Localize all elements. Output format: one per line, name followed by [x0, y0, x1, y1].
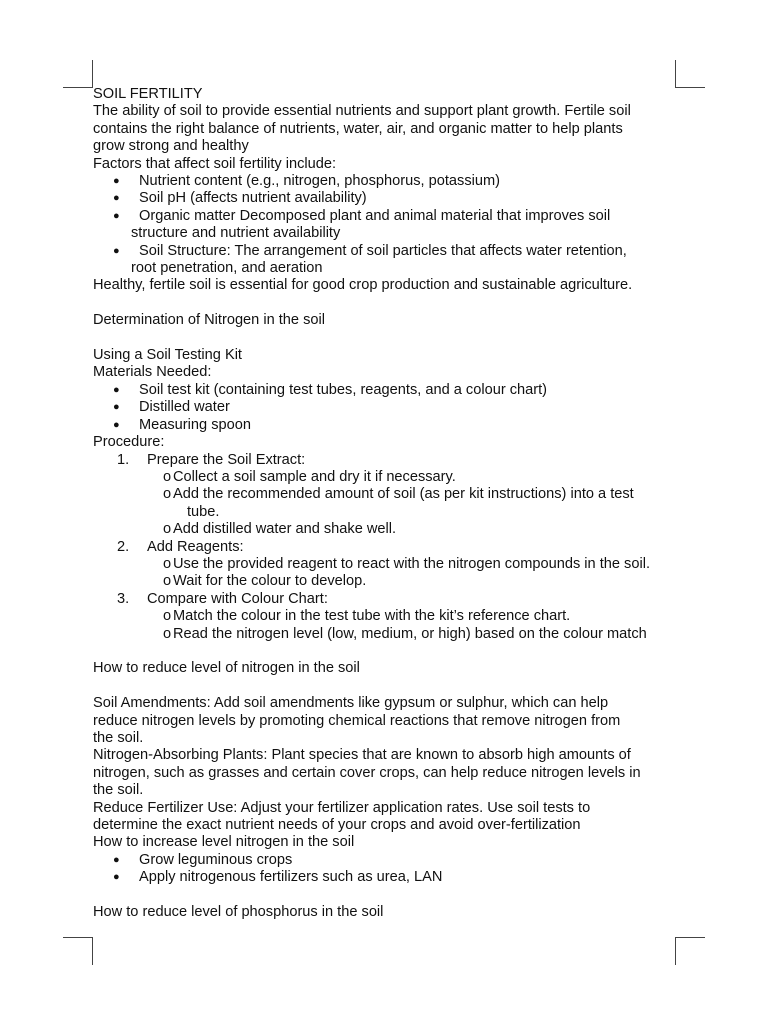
intro-paragraph: The ability of soil to provide essential nutrients and support plant growth. Fertile soil contains the right balance of nutrients, water, air, and organic matter to help plants grow strong and healthy [93, 103, 631, 155]
document-page [93, 86, 683, 921]
sub-step: o Read the nitrogen level (low, medium, or high) based on the colour match [93, 626, 683, 643]
kit-heading: Using a Soil Testing Kit [93, 347, 242, 364]
sub-steps [93, 608, 683, 643]
increase-item: ● Grow leguminous crops [93, 852, 683, 869]
increase-item: ● Apply nitrogenous fertilizers such as urea, LAN [93, 869, 683, 886]
factor-item: ● Nutrient content (e.g., nitrogen, phosphorus, potassium) [93, 173, 683, 190]
material-item: ● Distilled water [93, 399, 683, 416]
sub-step: o Collect a soil sample and dry it if necessary. [93, 469, 683, 486]
materials-list [93, 382, 683, 434]
absorbing-plants-paragraph: Nitrogen-Absorbing Plants: Plant species that are known to absorb high amounts of nitrogen, such as grasses and certain cover crops, can help reduce nitrogen levels in the soil. [93, 747, 641, 799]
crop-mark-top-right-v [675, 60, 676, 88]
factor-item: ● Soil pH (affects nutrient availability) [93, 190, 683, 207]
sub-step: o Match the colour in the test tube with the kit’s reference chart. [93, 608, 683, 625]
factor-item: ● Soil Structure: The arrangement of soil particles that affects water retention, root penetration, and aeration [93, 243, 683, 278]
crop-mark-top-left-v [92, 60, 93, 88]
sub-steps [93, 469, 683, 539]
nitrogen-heading: Determination of Nitrogen in the soil [93, 312, 325, 329]
material-item: ● Measuring spoon [93, 417, 683, 434]
sub-steps [93, 556, 683, 591]
procedure-list [93, 452, 683, 643]
document-title: SOIL FERTILITY [93, 86, 203, 102]
step-label: Compare with Colour Chart: [147, 590, 328, 607]
crop-mark-bottom-left-v [92, 937, 93, 965]
procedure-step [93, 539, 683, 591]
crop-mark-bottom-left-h [63, 937, 93, 938]
factor-item: ● Organic matter Decomposed plant and animal material that improves soil structure and nutrient availability [93, 208, 683, 243]
step-number: 1. [117, 451, 130, 468]
sub-step: o Add distilled water and shake well. [93, 521, 683, 538]
increase-nitrogen-heading: How to increase level nitrogen in the soil [93, 834, 355, 851]
crop-mark-bottom-right-v [675, 937, 676, 965]
materials-heading: Materials Needed: [93, 364, 212, 381]
procedure-step [93, 591, 683, 643]
crop-mark-top-left-h [63, 87, 93, 88]
step-label: Prepare the Soil Extract: [147, 451, 306, 468]
step-number: 3. [117, 590, 130, 607]
reduce-phosphorus-heading: How to reduce level of phosphorus in the soil [93, 904, 384, 921]
increase-list [93, 852, 683, 887]
sub-step: o Add the recommended amount of soil (as per kit instructions) into a test tube. [93, 486, 683, 521]
sub-step: o Use the provided reagent to react with the nitrogen compounds in the soil. [93, 556, 683, 573]
procedure-step [93, 452, 683, 539]
sub-step: o Wait for the colour to develop. [93, 573, 683, 590]
crop-mark-bottom-right-h [675, 937, 705, 938]
material-item: ● Soil test kit (containing test tubes, reagents, and a colour chart) [93, 382, 683, 399]
procedure-heading: Procedure: [93, 434, 165, 451]
reduce-nitrogen-heading: How to reduce level of nitrogen in the soil [93, 660, 360, 677]
factors-heading: Factors that affect soil fertility include: [93, 155, 337, 172]
factors-list [93, 173, 683, 277]
healthy-soil-line: Healthy, fertile soil is essential for good crop production and sustainable agriculture. [93, 277, 633, 294]
fertilizer-paragraph: Reduce Fertilizer Use: Adjust your fertilizer application rates. Use soil tests to determine the exact nutrient needs of your crops and avoid over-fertilization [93, 799, 591, 833]
step-label: Add Reagents: [147, 538, 244, 555]
amendments-paragraph: Soil Amendments: Add soil amendments like gypsum or sulphur, which can help reduce nitrogen levels by promoting chemical reactions that remove nitrogen from the soil. [93, 695, 621, 746]
step-number: 2. [117, 538, 130, 555]
